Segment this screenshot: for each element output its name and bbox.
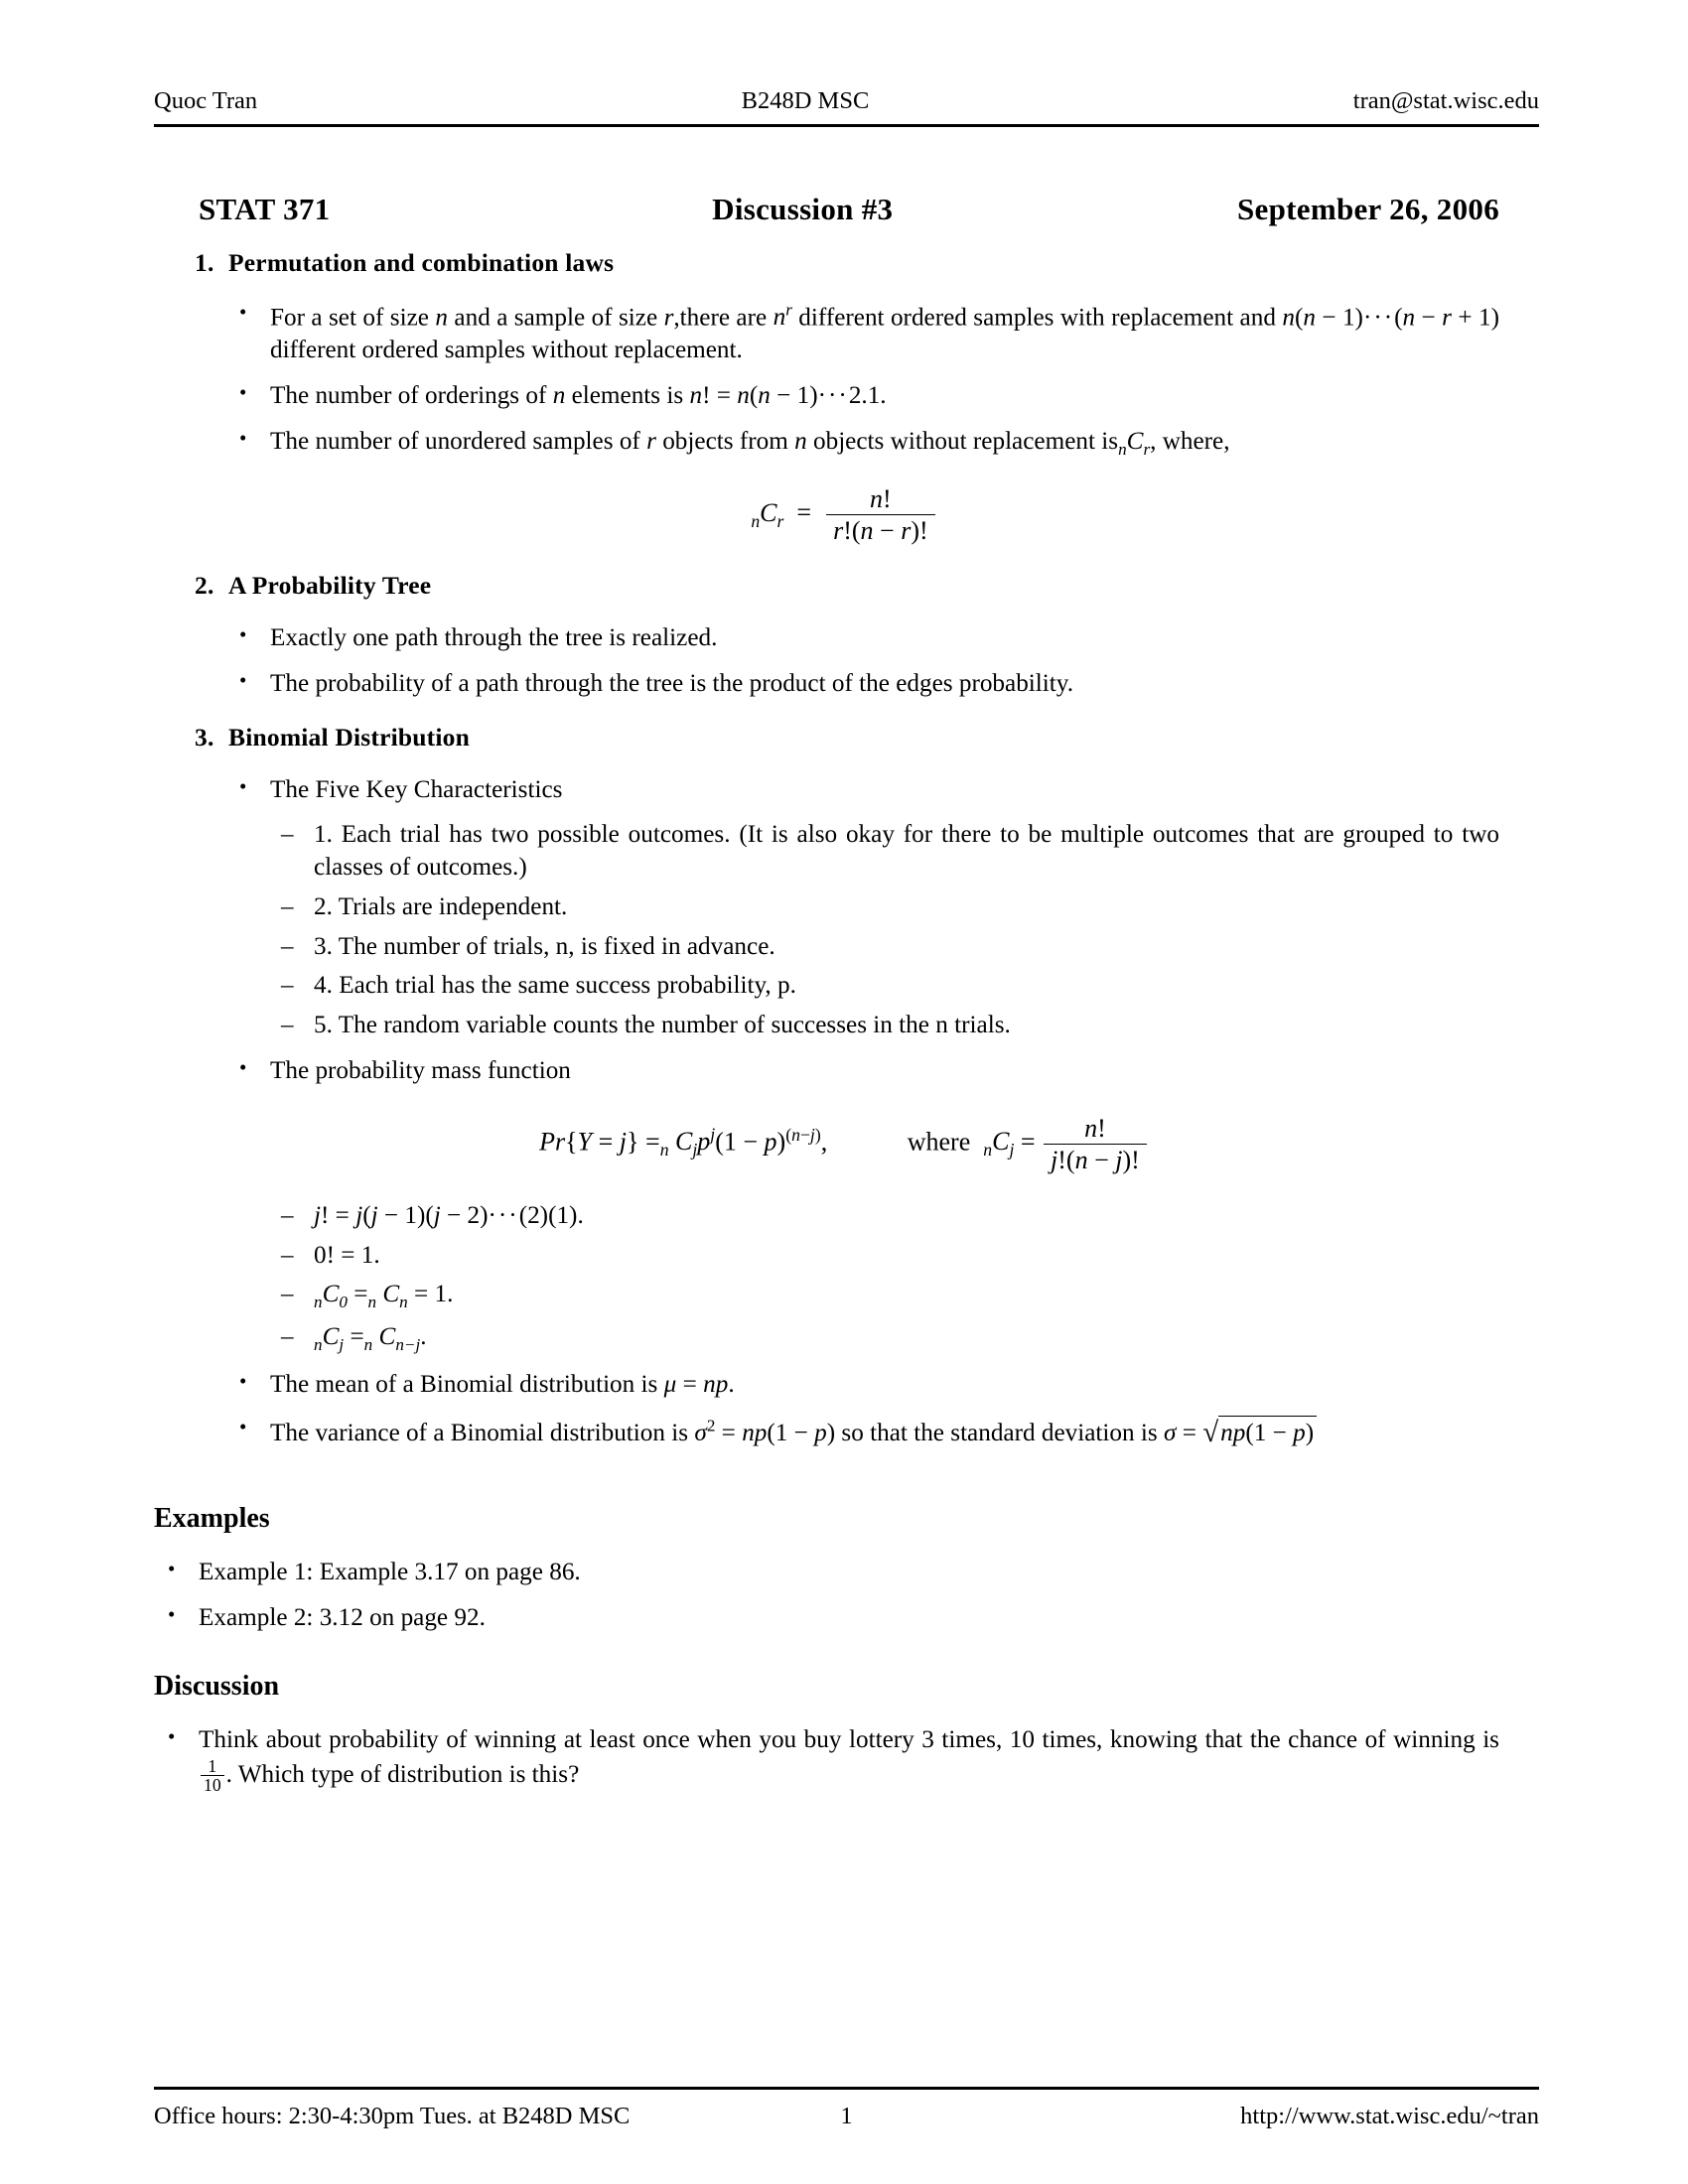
fraction-numerator: 1 [208, 1755, 217, 1776]
section-2-title: A Probability Tree [228, 571, 432, 601]
list-item [239, 622, 1499, 655]
five-key-characteristics-label: The Five Key Characteristics [270, 775, 563, 803]
dash-icon: – [281, 892, 294, 920]
section-1-heading [195, 248, 1688, 278]
section-2-heading [195, 571, 1688, 601]
document-date: September 26, 2006 [1237, 192, 1499, 226]
header-email: tran@stat.wisc.edu [1352, 87, 1539, 114]
equation-pmf: $Pr\{Y = j\} =_n$ $C_jp^j(1 - p)^{(n-j)}$, where $_nC_j$ = $\frac{n!}{j!(n - j)!}$ [0, 1114, 1688, 1174]
dash-icon: – [281, 1012, 294, 1039]
bullet-icon: • [239, 1414, 247, 1438]
document-body [0, 248, 1688, 1795]
sub-list-item: – $_nC_0 =_n$ $C_n = 1$. [281, 1281, 454, 1312]
section-3-title: Binomial Distribution [228, 722, 470, 751]
list-item [239, 1054, 1499, 1088]
bullet-icon: • [239, 300, 247, 324]
discussion-number: Discussion #3 [712, 192, 894, 226]
discussion-heading: Discussion [154, 1670, 280, 1702]
running-header [154, 87, 1539, 115]
list-item [239, 667, 1499, 701]
list-item: • The number of unordered samples of r objects from n objects without replacement $is_nC_r$, where, [239, 425, 1230, 459]
sub-list-item [281, 931, 1499, 964]
examples-heading: Examples [154, 1503, 270, 1535]
list-item [168, 1723, 1499, 1796]
section-1 [0, 248, 1688, 571]
dash-icon: – [281, 1281, 294, 1308]
header-center: B248D MSC [741, 87, 870, 114]
page-number: 1 [840, 2103, 853, 2129]
list-item-text: The probability of a path through the tree is the product of the edges probability. [270, 669, 1074, 697]
page-footer [154, 2103, 1539, 2130]
sub-list-item [281, 1010, 1499, 1042]
bullet-icon: • [168, 1723, 176, 1748]
bullet-icon: • [239, 425, 247, 450]
footer-rule [154, 2087, 1539, 2090]
list-item: • For a set of size n and a sample of size r,there are $n^r$ different ordered samples with replacement and n(n − 1)···(n − r + 1) different ordered samples without replacement. [239, 300, 1499, 364]
sub-list-item [281, 970, 1499, 1003]
bullet-icon: • [239, 379, 247, 404]
dash-icon: – [281, 972, 294, 1000]
dash-icon: – [281, 821, 294, 849]
bullet-icon: • [168, 1557, 176, 1581]
list-item-text: Example 2: 3.12 on page 92. [199, 1604, 486, 1632]
dash-icon: – [281, 1322, 294, 1350]
dash-icon: – [281, 1241, 294, 1269]
section-3-number: 3. [195, 722, 214, 751]
sub-list-item: – $_nC_j =_n$ $C_{n-j}$. [281, 1322, 427, 1354]
header-rule [154, 124, 1539, 127]
dash-icon: – [281, 1201, 294, 1229]
sub-list-item-text: 5. The random variable counts the number of successes in the n trials. [314, 1012, 1011, 1039]
discussion-text-part2: . Which type of distribution is this? [225, 1760, 580, 1788]
list-item [239, 773, 1499, 807]
sub-list-item-text: 3. The number of trials, n, is fixed in advance. [314, 932, 775, 960]
pmf-label: The probability mass function [270, 1056, 571, 1084]
sub-list-item [281, 891, 1499, 924]
dash-icon: – [281, 932, 294, 960]
sub-list-item-text: 1. Each trial has two possible outcomes. (It is also okay for there to be multiple outcomes that are grouped to two classes of outcomes.) [314, 821, 1499, 882]
sub-list-item [281, 819, 1499, 885]
section-3-heading [195, 723, 1688, 752]
bullet-icon: • [239, 1369, 247, 1394]
discussion-text-part1: Think about probability of winning at least once when you buy lottery 3 times, 10 times, knowing that the chance of winning is [199, 1725, 1499, 1753]
bullet-icon: • [239, 1054, 247, 1079]
bullet-icon: • [239, 773, 247, 798]
header-author: Quoc Tran [154, 87, 258, 114]
section-2-number: 2. [195, 571, 214, 601]
equation-ncr: $_nC_r$ = $\frac{n!}{r!(n - r)!}$ [0, 484, 1688, 545]
bullet-icon: • [239, 622, 247, 647]
sub-list-item-text: 4. Each trial has the same success probability, p. [314, 972, 796, 1000]
sub-list-item-text: 2. Trials are independent. [314, 892, 568, 920]
title-row [199, 192, 1499, 227]
sub-list-item: – 0! = 1. [314, 1240, 1499, 1273]
fraction-one-tenth [201, 1757, 224, 1795]
section-1-number: 1. [195, 248, 214, 277]
section-2 [0, 571, 1688, 723]
fraction-denominator: 10 [201, 1775, 224, 1795]
course-title: STAT 371 [199, 192, 331, 226]
bullet-icon: • [168, 1602, 176, 1627]
list-item [168, 1602, 1499, 1635]
list-item [168, 1557, 1499, 1589]
bullet-icon: • [239, 667, 247, 692]
list-item: • The number of orderings of n elements is n! = n(n − 1)···2.1. [239, 379, 887, 409]
section-3 [0, 723, 1688, 1452]
list-item: • The mean of a Binomial distribution is μ = np. [239, 1369, 735, 1399]
sub-list-item: – j! = j(j − 1)(j − 2)···(2)(1). [314, 1200, 1499, 1233]
list-item-text: Exactly one path through the tree is realized. [270, 624, 718, 652]
footer-url[interactable]: http://www.stat.wisc.edu/~tran [1240, 2103, 1539, 2129]
section-1-title: Permutation and combination laws [228, 248, 615, 277]
office-hours: Office hours: 2:30-4:30pm Tues. at B248D MSC [154, 2103, 631, 2129]
list-item: • The variance of a Binomial distribution is $\sigma^2 = np(1 - p)$ so that the standard deviation is σ = √np(1 − p) [270, 1415, 1499, 1452]
list-item-text: Example 1: Example 3.17 on page 86. [199, 1559, 581, 1586]
